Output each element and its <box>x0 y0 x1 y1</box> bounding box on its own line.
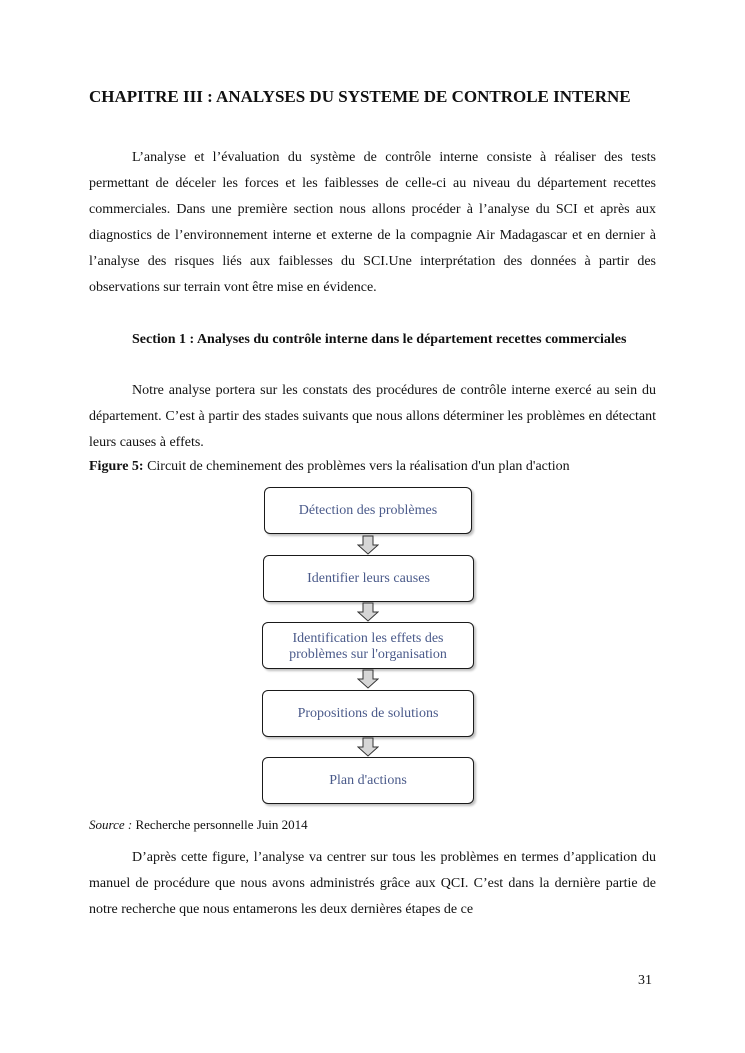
section-paragraph <box>89 378 656 456</box>
after-figure-paragraph <box>89 845 656 923</box>
flow-step-detection <box>264 487 472 534</box>
flow-step-label: Plan d'actions <box>329 772 407 788</box>
down-arrow-icon <box>357 602 379 622</box>
flow-step-label: Propositions de solutions <box>297 705 439 721</box>
down-arrow-icon <box>357 737 379 757</box>
flow-step-label: Identifier leurs causes <box>307 570 430 586</box>
source-text: Recherche personnelle Juin 2014 <box>132 817 308 832</box>
flow-step-label: Identification les effets des problèmes sur l'organisation <box>289 630 447 662</box>
section-heading <box>89 327 656 353</box>
section-heading-text: Section 1 : Analyses du contrôle interne dans le département recettes commerciales <box>132 332 627 347</box>
figure-caption <box>89 459 570 475</box>
flow-step-causes <box>263 555 474 602</box>
intro-paragraph-text: L’analyse et l’évaluation du système de contrôle interne consiste à réaliser des tests permettant de déceler les forces et les faiblesses de celle-ci au niveau du département recettes commerciales. Dans une première section nous allons procéder à l’analyse du SCI et après aux diagnostics de l’environnement interne et externe de la compagnie Air Madagascar et en dernier à l’analyse des risques liés aux faiblesses du SCI.Une interprétation des données à partir des observations sur terrain vont être mise en évidence. <box>89 150 656 295</box>
flow-step-solutions <box>262 690 474 737</box>
flow-step-label: Détection des problèmes <box>298 502 438 518</box>
down-arrow-icon <box>357 535 379 555</box>
flow-step-action-plan <box>262 757 474 804</box>
intro-paragraph <box>89 145 656 301</box>
section-paragraph-text: Notre analyse portera sur les constats des procédures de contrôle interne exercé au sein du département. C’est à partir des stades suivants que nous allons déterminer les problèmes en détectant leurs causes à effets. <box>89 383 656 450</box>
source-label: Source : <box>89 817 133 832</box>
after-figure-paragraph-text: D’après cette figure, l’analyse va centrer sur tous les problèmes en termes d’application du manuel de procédure que nous avons administrés grâce aux QCI. C’est dans la dernière partie de notre recherche que nous entamerons les deux dernières étapes de ce <box>89 850 656 917</box>
down-arrow-icon <box>357 669 379 689</box>
flow-step-effects <box>262 622 474 669</box>
figure-caption-text: Circuit de cheminement des problèmes vers la réalisation d'un plan d'action <box>143 459 570 474</box>
page-number: 31 <box>638 973 652 988</box>
figure-source <box>89 817 308 833</box>
chapter-title: CHAPITRE III : ANALYSES DU SYSTEME DE CONTROLE INTERNE <box>89 87 631 106</box>
figure-label: Figure 5: <box>89 459 144 474</box>
